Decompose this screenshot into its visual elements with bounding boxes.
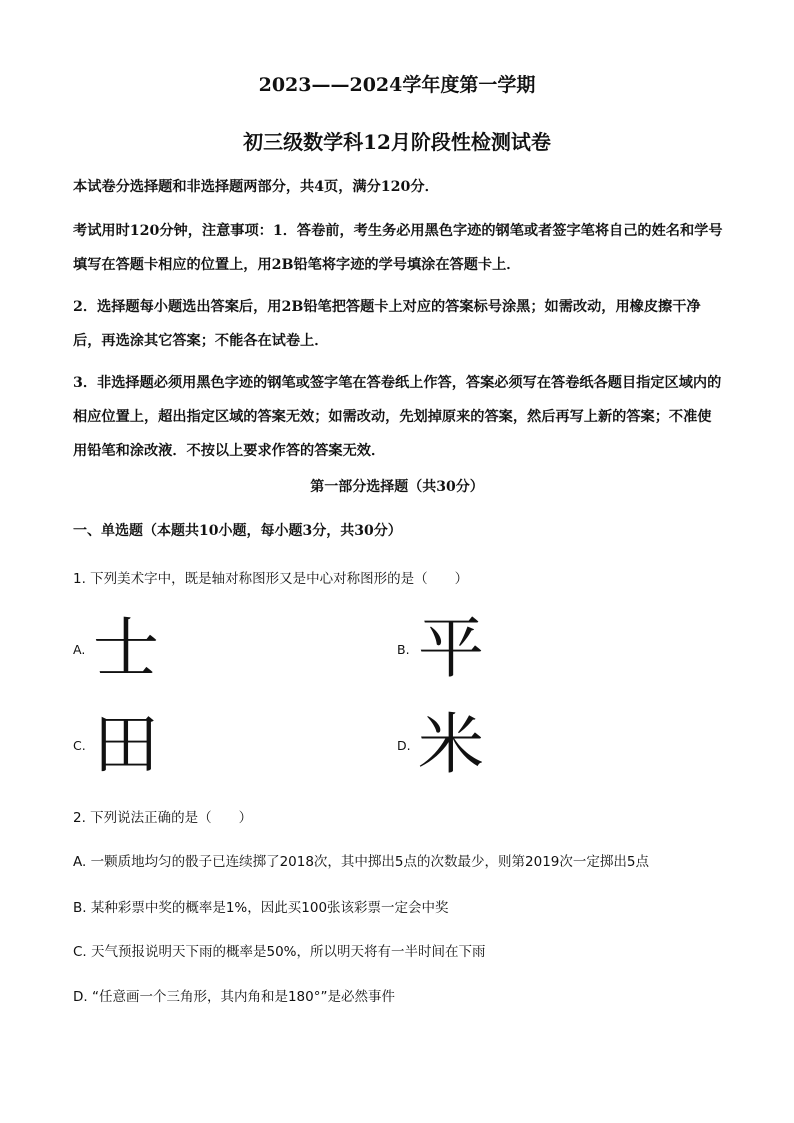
question-2-option-c: C. 天气预报说明天下雨的概率是50%，所以明天将有一半时间在下雨	[73, 944, 486, 960]
question-1-option-a-glyph: 士	[93, 610, 159, 687]
question-1-option-c-label: C.	[73, 738, 86, 753]
instruction-paragraph-1: 本试卷分选择题和非选择题两部分，共4页，满分120分．	[73, 179, 439, 195]
question-1-option-b-glyph: 平	[418, 610, 484, 687]
question-1-option-c-glyph: 田	[93, 706, 159, 783]
part-one-title: 第一部分选择题（共30分）	[310, 479, 484, 495]
question-1-option-d-glyph: 米	[418, 706, 484, 783]
instruction-paragraph-3: 2．选择题每小题选出答案后，用2B铅笔把答题卡上对应的答案标号涂黑；如需改动，用橡皮擦干净后，再选涂其它答案；不能各在试卷上．	[73, 299, 701, 349]
question-1-option-d-label: D.	[397, 738, 411, 753]
section-title-single-choice: 一、单选题（本题共10小题，每小题3分，共30分）	[73, 523, 402, 539]
question-1-option-a-label: A.	[73, 642, 86, 657]
exam-title-subject: 初三级数学科12月阶段性检测试卷	[243, 130, 551, 154]
question-2-option-d: D. “任意画一个三角形，其内角和是180°”是必然事件	[73, 989, 395, 1005]
question-2-option-b: B. 某种彩票中奖的概率是1%，因此买100张该彩票一定会中奖	[73, 900, 449, 916]
question-2-stem: 2. 下列说法正确的是（ ）	[73, 810, 253, 826]
question-2-option-a: A. 一颗质地均匀的骰子已连续掷了2018次，其中掷出5点的次数最少，则第2019次一定掷出5点	[73, 854, 649, 870]
question-1-stem: 1. 下列美术字中，既是轴对称图形又是中心对称图形的是（ ）	[73, 571, 469, 587]
exam-title-year: 2023——2024学年度第一学期	[258, 74, 536, 96]
instruction-paragraph-2: 考试用时120分钟，注意事项：1．答卷前，考生务必用黑色字迹的钢笔或者签字笔将自己的姓名和学号填写在答题卡相应的位置上，用2B铅笔将字迹的学号填涂在答题卡上．	[73, 223, 723, 273]
question-1-option-b-label: B.	[397, 642, 410, 657]
instruction-paragraph-4: 3．非选择题必须用黑色字迹的钢笔或签字笔在答卷纸上作答，答案必须写在答卷纸各题目指定区域内的相应位置上，超出指定区域的答案无效；如需改动，先划掉原来的答案，然后再写上新的答案；不准使用铅笔和涂改液．不按以上要求作答的答案无效．	[73, 375, 722, 459]
